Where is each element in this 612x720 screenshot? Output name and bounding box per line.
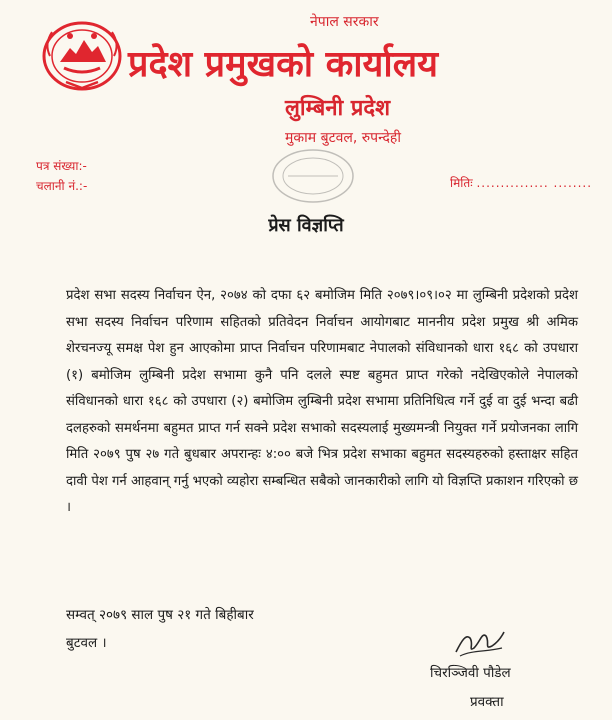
letter-number-label: पत्र संख्या:- [36,159,87,173]
signatory-role: प्रवक्ता [470,694,504,710]
date-field [450,174,592,191]
notice-heading: प्रेस विज्ञप्ति [268,215,344,236]
dispatch-number-label: चलानी नं.:- [36,179,88,193]
office-title: प्रदेश प्रमुखको कार्यालय [128,44,439,85]
date-placeholder-dots: ............... ........ [476,176,593,190]
date-label: मितिः [450,176,473,190]
office-location: मुकाम बुटवल, रुपन्देही [285,130,401,146]
nepal-emblem-icon [40,18,124,92]
province-name: लुम्बिनी प्रदेश [285,96,391,121]
notice-place: बुटवल । [66,635,107,651]
notice-body: प्रदेश सभा सदस्य निर्वाचन ऐन, २०७४ को दफा ६२ बमोजिम मिति २०७९।०९।०२ मा लुम्बिनी प्रदेशको प्रदेश सभा सदस्य निर्वाचन परिणाम सहितको प्रतिवेदन निर्वाचन आयोगबाट माननीय प्रदेश प्रमुख श्री अमिक शेरचनज्यू समक्ष पेश हुन आएकोमा प्राप्त निर्वाचन परिणामबाट नेपालको संविधानको धारा १६८ को उपधारा (१) बमोजिम लुम्बिनी प्रदेश सभामा कुनै पनि दलले स्पष्ट बहुमत प्राप्त गरेको नदेखिएकोले नेपालको संविधानको धारा १६८ को उपधारा (२) बमोजिम लुम्बिनी प्रदेश सभामा प्रतिनिधित्व गर्ने दुई वा दुई भन्दा बढी दलहरुको समर्थनमा बहुमत प्राप्त गर्न सक्ने प्रदेश सभाको सदस्यलाई मुख्यमन्त्री नियुक्त गर्ने प्रयोजनका लागि मिति २०७९ पुष २७ गते बुधबार अपरान्हः ४:०० बजे भित्र प्रदेश सभाका बहुमत सदस्यहरुको हस्ताक्षर सहित दावी पेश गर्न आहवान् गर्नु भएको व्यहोरा सम्बन्धित सबैको जानकारीको लागि यो विज्ञप्ति प्रकाशन गरिएको छ । [66,288,578,515]
office-stamp-icon [268,146,358,206]
government-name: नेपाल सरकार [310,14,379,30]
signature-icon [452,626,508,660]
notice-date: सम्वत् २०७९ साल पुष २१ गते बिहीबार [66,607,254,623]
signatory-name: चिरञ्जिवी पौडेल [430,665,511,681]
reference-labels [36,156,87,196]
